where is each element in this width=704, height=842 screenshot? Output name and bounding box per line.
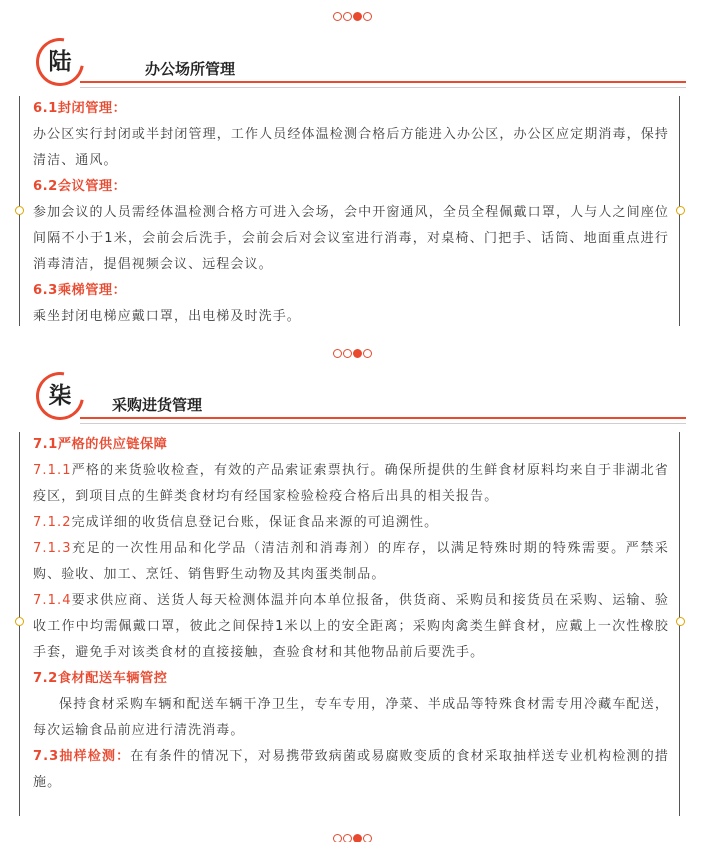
header-rule: [80, 81, 686, 83]
section-badge: 陆: [48, 49, 72, 75]
header-rule: [80, 87, 686, 88]
item-text: 7.1.4要求供应商、送货人每天检测体温并向本单位报备，供货商、采购员和接货员在采购、运输、验收工作中均需佩戴口罩，彼此之间保持1米以上的安全距离；采购肉禽类生鲜食材，应戴上一次性橡胶手套，避免手对该类食材的直接接触，查验食材和其他物品前后要洗手。: [33, 593, 669, 660]
item-number: 7.1.2: [33, 515, 72, 530]
divider-dots: [0, 828, 704, 842]
dot-icon: [353, 349, 362, 358]
item-text: 7.1.3充足的一次性用品和化学品（清洁剂和消毒剂）的库存，以满足特殊时期的特殊需要。严禁采购、验收、加工、烹饪、销售野生动物及其肉蛋类制品。: [33, 541, 669, 582]
section-badge: 柒: [48, 383, 72, 409]
item-text: 参加会议的人员需经体温检测合格方可进入会场，会中开窗通风，全员全程佩戴口罩，人与人之间座位间隔不小于1米，会前会后洗手，会前会后对会议室进行消毒，对桌椅、门把手、话筒、地面重点进行消毒清洁，提倡视频会议、远程会议。: [33, 205, 669, 272]
dot-icon: [363, 349, 372, 358]
item-text: 7.1.1严格的来货验收检查，有效的产品索证索票执行。确保所提供的生鲜食材原料均来自于非湖北省疫区，到项目点的生鲜类食材均有经国家检验检疫合格后出具的相关报告。: [33, 463, 669, 504]
item-number: 7.1.3: [33, 541, 72, 556]
subsection-heading: 7.1严格的供应链保障: [33, 437, 168, 452]
bracket-hook-icon: [676, 206, 685, 215]
item-text: 办公区实行封闭或半封闭管理，工作人员经体温检测合格后方能进入办公区，办公区应定期消毒，保持清洁、通风。: [33, 127, 669, 168]
dot-icon: [333, 834, 342, 842]
dot-icon: [343, 12, 352, 21]
section-6-content: [19, 96, 680, 326]
dot-icon: [343, 834, 352, 842]
item-heading: 6.3乘梯管理：: [33, 283, 127, 298]
subsection-heading: 7.2食材配送车辆管控: [33, 671, 168, 686]
bracket-hook-icon: [676, 617, 685, 626]
header-rule: [80, 423, 686, 424]
dot-icon: [343, 349, 352, 358]
section-7-content: [19, 432, 680, 816]
item-text: 乘坐封闭电梯应戴口罩，出电梯及时洗手。: [33, 309, 301, 324]
bracket-hook-icon: [15, 617, 24, 626]
section-title: 采购进货管理: [112, 396, 203, 414]
item-number: 7.1.4: [33, 593, 72, 608]
divider-dots: [0, 343, 704, 357]
divider-dots: [0, 6, 704, 20]
item-heading: 6.2会议管理：: [33, 179, 127, 194]
bracket-hook-icon: [15, 206, 24, 215]
section-title: 办公场所管理: [145, 60, 236, 78]
item-text: 7.3抽样检测：在有条件的情况下，对易携带致病菌或易腐败变质的食材采取抽样送专业机构检测的措施。: [33, 749, 669, 790]
dot-icon: [333, 349, 342, 358]
dot-icon: [363, 834, 372, 842]
header-rule: [80, 417, 686, 419]
dot-icon: [333, 12, 342, 21]
item-text: 保持食材采购车辆和配送车辆干净卫生，专车专用，净菜、半成品等特殊食材需专用冷藏车配送，每次运输食品前应进行清洗消毒。: [33, 697, 669, 738]
item-heading: 6.1封闭管理：: [33, 101, 127, 116]
dot-icon: [363, 12, 372, 21]
subsection-heading: 7.3抽样检测：: [33, 749, 131, 764]
item-text: 7.1.2完成详细的收货信息登记台账，保证食品来源的可追溯性。: [33, 515, 439, 530]
dot-icon: [353, 12, 362, 21]
item-number: 7.1.1: [33, 463, 72, 478]
dot-icon: [353, 834, 362, 842]
